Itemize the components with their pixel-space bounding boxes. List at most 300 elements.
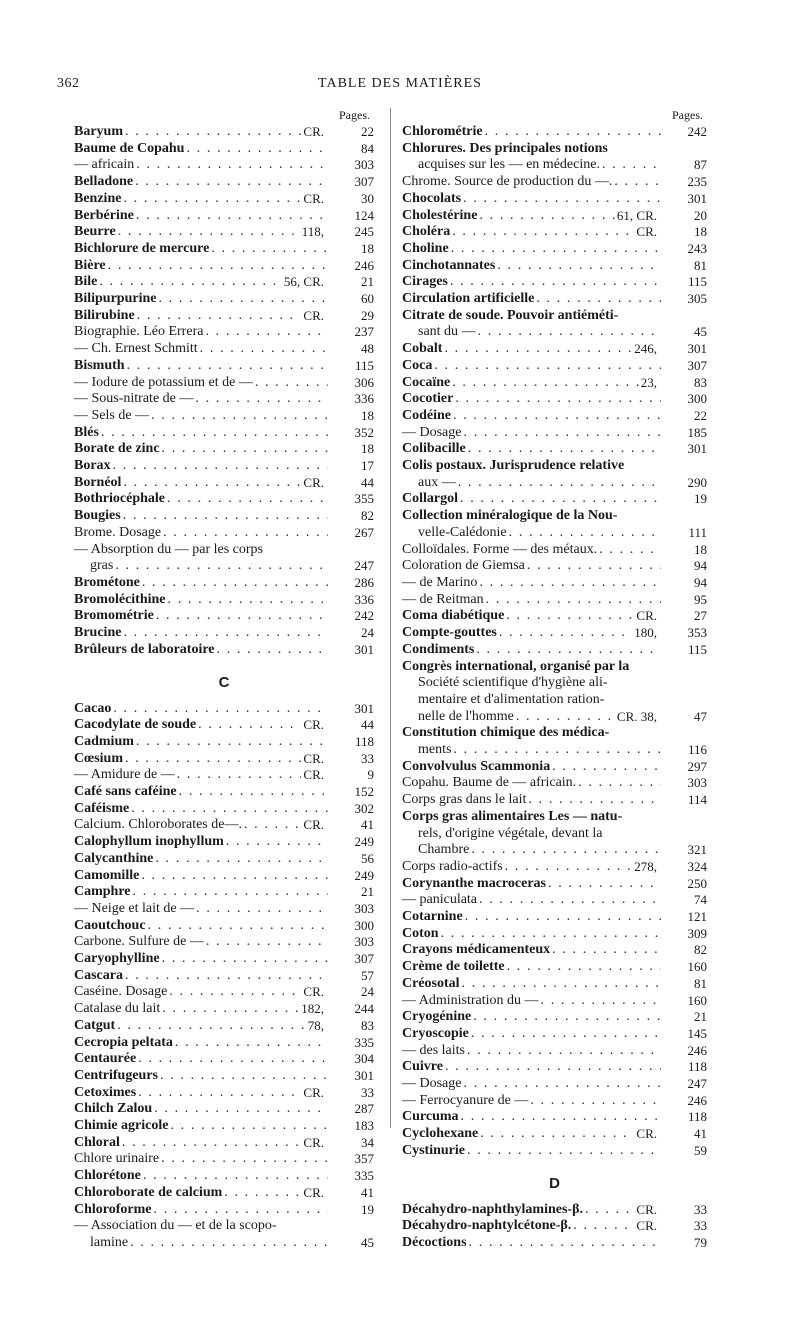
leader-dots [123, 625, 328, 642]
entry-page: 250 [687, 875, 707, 891]
index-entry [74, 951, 374, 968]
entry-page: 152 [354, 784, 374, 800]
leader-dots [167, 491, 328, 508]
entry-term: Cyclohexane [402, 1126, 479, 1142]
leader-dots [123, 475, 301, 492]
entry-page: 304 [354, 1051, 374, 1067]
entry-line-last [74, 558, 374, 575]
index-entry [74, 1068, 374, 1085]
entry-term: Chimie agricole [74, 1118, 169, 1134]
entry-term: Caféisme [74, 800, 130, 816]
entry-term: Chilch Zalou [74, 1101, 153, 1117]
entry-term: — Neige et lait de — [74, 900, 195, 916]
leader-dots [162, 951, 328, 968]
entry-term: Carbone. Sulfure de — [74, 934, 204, 950]
entry-term: Beurre [74, 224, 116, 240]
entry-term: lamine [90, 1235, 129, 1250]
entry-line: rels, d'origine végétale, devant la [418, 825, 603, 841]
entry-term: — Dosage [402, 1076, 462, 1092]
leader-dots [497, 258, 661, 275]
entry-page: 47 [694, 708, 707, 724]
leader-dots [452, 375, 639, 392]
index-entry [74, 208, 374, 225]
entry-page: 74 [694, 892, 707, 908]
entry-term: — de Marino [402, 574, 478, 590]
leader-dots [464, 1076, 662, 1093]
entry-page: 335 [354, 1034, 374, 1050]
entry-page: 301 [354, 700, 374, 716]
index-entry-multiline [74, 542, 374, 575]
entry-page: 81 [694, 257, 707, 273]
index-entry [74, 408, 374, 425]
entry-term: Collargol [402, 491, 458, 507]
index-entry [74, 901, 374, 918]
entry-page: 18 [694, 224, 707, 240]
entry-term: Brûleurs de laboratoire [74, 641, 215, 657]
entry-page: 303 [354, 157, 374, 173]
leader-dots [115, 558, 328, 575]
section-letter-c: C [218, 673, 230, 691]
entry-page: 297 [687, 758, 707, 774]
entry-page: 357 [354, 1151, 374, 1167]
leader-dots [463, 191, 661, 208]
entry-term: Décahydro-naphtylcétone-β. [402, 1218, 572, 1234]
entry-term: Calcium. Chloroborates de—. [74, 817, 242, 833]
entry-tag: 23, [640, 374, 657, 390]
entry-page: 121 [687, 909, 707, 925]
entry-line-last [402, 842, 707, 859]
leader-dots [224, 1185, 301, 1202]
leader-dots [578, 775, 661, 792]
entry-term: Centaurée [74, 1051, 137, 1067]
entry-term: — Amidure de — [74, 767, 175, 783]
index-entry [74, 191, 374, 208]
entry-term: — Sels de — [74, 407, 150, 423]
entry-term: ments [418, 742, 452, 758]
entry-tag: CR. [303, 1084, 324, 1100]
entry-line-last [74, 1235, 374, 1252]
entry-page: 81 [694, 975, 707, 991]
entry-page: 305 [687, 291, 707, 307]
entry-line-last [402, 157, 707, 174]
index-entry [74, 425, 374, 442]
entry-term: Bromolécithine [74, 591, 166, 607]
leader-dots [507, 959, 661, 976]
entry-term: Catgut [74, 1017, 116, 1033]
leader-dots [123, 508, 328, 525]
entry-term: Cocotier [402, 391, 454, 407]
index-entry [402, 224, 707, 241]
index-entry [74, 801, 374, 818]
entry-page: 115 [687, 641, 707, 657]
entry-term: Cholestérine [402, 207, 478, 223]
index-entry [402, 191, 707, 208]
entry-page: 41 [361, 1184, 374, 1200]
entry-page: 307 [354, 951, 374, 967]
index-entry [402, 441, 707, 458]
entry-term: Bilirubine [74, 307, 135, 323]
index-entry [74, 934, 374, 951]
entry-line: Corps gras alimentaires Les — natu- [402, 808, 623, 824]
leader-dots [467, 1043, 661, 1060]
entry-line: Collection minéralogique de la Nou- [402, 508, 618, 524]
index-entry [402, 1009, 707, 1026]
entry-term: Chlorométrie [402, 124, 483, 139]
index-entry [402, 792, 707, 809]
entry-page: 22 [694, 407, 707, 423]
entry-tag: CR. [303, 124, 324, 139]
entry-page: 321 [687, 842, 707, 858]
entry-page: 287 [354, 1101, 374, 1117]
index-entry [402, 491, 707, 508]
index-entry [74, 391, 374, 408]
index-entry [402, 258, 707, 275]
leader-dots [473, 1009, 661, 1026]
entry-tag: 278, [634, 858, 657, 874]
entry-page: 41 [361, 817, 374, 833]
leader-dots [441, 926, 661, 943]
entry-tag: CR. [636, 224, 657, 240]
entry-term: Baryum [74, 124, 123, 139]
entry-term: Condiments [402, 641, 475, 657]
entry-page: 249 [354, 867, 374, 883]
index-entry [74, 525, 374, 542]
index-entry [74, 157, 374, 174]
index-entry [402, 942, 707, 959]
entry-page: 45 [361, 1235, 374, 1250]
entry-page: 30 [361, 190, 374, 206]
leader-dots [170, 1118, 328, 1135]
entry-term: — paniculata [402, 892, 478, 908]
index-entry [402, 1143, 707, 1160]
entry-term: Belladone [74, 174, 134, 190]
leader-dots [486, 592, 661, 609]
leader-dots [462, 976, 661, 993]
entry-term: Colloïdales. Forme — des métaux. [402, 541, 598, 557]
entry-term: Bothriocéphale [74, 491, 165, 507]
entry-term: velle-Calédonie [418, 524, 507, 540]
entry-page: 307 [687, 357, 707, 373]
index-entry [74, 341, 374, 358]
entry-term: gras [90, 558, 114, 574]
entry-term: Bière [74, 257, 106, 273]
entry-term: Bromométrie [74, 608, 154, 624]
entry-term: Borax [74, 458, 111, 474]
entry-term: Baume de Copahu [74, 140, 185, 156]
entry-page: 246 [687, 1042, 707, 1058]
index-entry [402, 1218, 707, 1235]
leader-dots [452, 224, 634, 241]
entry-tag: CR. [303, 984, 324, 1000]
entry-term: Chocolats [402, 190, 462, 206]
entry-page: 301 [354, 641, 374, 657]
entry-tag: 182, [301, 1001, 324, 1017]
entry-tag: 246, [634, 341, 657, 357]
entry-page: 353 [687, 625, 707, 641]
entry-tag: CR. [303, 750, 324, 766]
entry-page: 94 [694, 574, 707, 590]
leader-dots [138, 1051, 328, 1068]
entry-page: 244 [354, 1001, 374, 1017]
leader-dots [133, 884, 328, 901]
entry-page: 247 [687, 1076, 707, 1092]
leader-dots [155, 851, 328, 868]
index-entry-multiline [402, 458, 707, 491]
leader-dots [101, 425, 328, 442]
entry-page: 145 [687, 1025, 707, 1041]
entry-term: Corps radio-actifs [402, 858, 503, 874]
entry-term: Borate de zinc [74, 441, 160, 457]
index-entry [402, 642, 707, 659]
entry-page: 301 [687, 441, 707, 457]
leader-dots [479, 892, 661, 909]
entry-page: 94 [694, 558, 707, 574]
entry-page: 44 [361, 474, 374, 490]
entry-page: 95 [694, 591, 707, 607]
entry-page: 247 [354, 558, 374, 574]
entry-tag: CR. [303, 817, 324, 833]
entry-line: Chlorures. Des principales notions [402, 140, 608, 156]
index-entry [74, 851, 374, 868]
leader-dots [480, 1126, 634, 1143]
entry-line: Congrès international, organisé par la [402, 658, 630, 674]
entry-term: Centrifugeurs [74, 1067, 158, 1083]
entry-page: 18 [361, 407, 374, 423]
leader-dots [552, 759, 661, 776]
index-entry [402, 174, 707, 191]
leader-dots [506, 608, 634, 625]
entry-page: 243 [687, 240, 707, 256]
index-entry [74, 1035, 374, 1052]
entry-tag: CR. [303, 767, 324, 783]
index-entry [402, 1093, 707, 1110]
index-entry [402, 558, 707, 575]
entry-term: — africain [74, 157, 135, 173]
index-entry [74, 608, 374, 625]
index-entry [74, 1151, 374, 1168]
entry-term: acquises sur les — en médecine. [418, 157, 600, 173]
entry-page: 301 [687, 341, 707, 357]
leader-dots [469, 1235, 661, 1252]
index-entry [402, 1202, 707, 1219]
entry-term: Cobalt [402, 341, 443, 357]
leader-dots [125, 751, 301, 768]
entry-line: Citrate de soude. Pouvoir antiéméti- [402, 307, 619, 323]
leader-dots [113, 701, 328, 718]
entry-term: — Administration du — [402, 992, 539, 1008]
entry-page: 33 [361, 1084, 374, 1100]
entry-term: Catalase du lait [74, 1001, 161, 1017]
entry-line-last [402, 742, 707, 759]
entry-term: Décahydro-naphthylamines-β. [402, 1201, 583, 1217]
entry-term: — de Reitman [402, 591, 484, 607]
leader-dots [465, 909, 661, 926]
entry-line: mentaire et d'alimentation ration- [418, 691, 605, 707]
entry-term: Corps gras dans le lait [402, 792, 527, 808]
leader-dots [467, 1143, 661, 1160]
entry-term: Coca [402, 357, 433, 373]
leader-dots [471, 842, 661, 859]
entry-page: 84 [361, 140, 374, 156]
index-entry [74, 475, 374, 492]
entry-page: 303 [687, 775, 707, 791]
entry-page: 160 [687, 992, 707, 1008]
entry-page: 87 [694, 157, 707, 173]
leader-dots [599, 542, 661, 559]
leader-dots [226, 834, 328, 851]
index-entry [74, 592, 374, 609]
index-entry-multiline [402, 141, 707, 174]
entry-term: Cirages [402, 274, 448, 290]
leader-dots [455, 391, 661, 408]
leader-dots [548, 876, 661, 893]
leader-dots [198, 717, 301, 734]
entry-term: Chlore urinaire [74, 1151, 160, 1167]
entry-page: 56 [361, 850, 374, 866]
entry-term: Copahu. Baume de — africain. [402, 775, 577, 791]
entry-term: Brométone [74, 574, 140, 590]
leader-dots [476, 642, 661, 659]
index-entry [74, 767, 374, 784]
entry-page: 111 [688, 524, 707, 540]
leader-dots [113, 458, 328, 475]
leader-dots [527, 558, 661, 575]
index-entry [402, 1109, 707, 1126]
entry-page: 335 [354, 1168, 374, 1184]
entry-page: 160 [687, 959, 707, 975]
leader-dots [99, 274, 282, 291]
index-entry [74, 1018, 374, 1035]
entry-term: aux — [418, 474, 456, 490]
entry-page: 118 [354, 733, 374, 749]
entry-page: 246 [687, 1092, 707, 1108]
index-entry [74, 868, 374, 885]
index-entry [74, 308, 374, 325]
entry-term: Codéine [402, 407, 451, 423]
index-entry [74, 1101, 374, 1118]
index-entry-multiline [402, 809, 707, 859]
index-entry [74, 968, 374, 985]
index-entry [74, 375, 374, 392]
entry-term: Café sans caféine [74, 784, 177, 800]
entry-term: — des laits [402, 1042, 465, 1058]
leader-dots [458, 475, 661, 492]
leader-dots [136, 734, 328, 751]
leader-dots [471, 1026, 661, 1043]
index-entry [74, 1051, 374, 1068]
leader-dots [205, 324, 328, 341]
index-entry [402, 1043, 707, 1060]
entry-page: 336 [354, 391, 374, 407]
leader-dots [585, 1202, 634, 1219]
index-entry [402, 241, 707, 258]
entry-tag: CR. 38, [616, 708, 657, 724]
leader-dots [154, 1202, 329, 1219]
right-column [402, 108, 707, 1252]
entry-term: Cuivre [402, 1059, 443, 1075]
index-entry [74, 174, 374, 191]
index-entry [74, 784, 374, 801]
leader-dots [552, 942, 661, 959]
entry-term: Coloration de Giemsa [402, 558, 525, 574]
entry-term: Caryophylline [74, 951, 160, 967]
leader-dots [453, 742, 661, 759]
entry-term: Cœsium [74, 750, 124, 766]
entry-term: Calycanthine [74, 850, 154, 866]
entry-term: Cecropia peltata [74, 1034, 173, 1050]
entry-page: 290 [687, 474, 707, 490]
entry-term: Cryogénine [402, 1009, 472, 1025]
entry-term: — Sous-nitrate de — [74, 391, 194, 407]
leader-dots [186, 141, 328, 158]
index-entry [74, 575, 374, 592]
entry-tag: 118, [301, 224, 324, 240]
entry-term: Calophyllum inophyllum [74, 834, 224, 850]
entry-page: 336 [354, 591, 374, 607]
entry-term: Circulation artificielle [402, 291, 535, 307]
entry-term: Coton [402, 925, 439, 941]
entry-term: Benzine [74, 190, 122, 206]
leader-dots [130, 1235, 328, 1252]
index-entry [402, 775, 707, 792]
entry-page: 18 [361, 441, 374, 457]
index-entry [402, 592, 707, 609]
leader-dots [445, 1059, 661, 1076]
entry-page: 57 [361, 967, 374, 983]
index-entry [402, 425, 707, 442]
leader-dots [444, 341, 632, 358]
entry-term: Chlorétone [74, 1168, 141, 1184]
leader-dots [131, 801, 328, 818]
index-entry-multiline [74, 1218, 374, 1251]
index-entry [74, 918, 374, 935]
entry-term: Convolvulus Scammonia [402, 758, 551, 774]
leader-dots [108, 258, 328, 275]
index-entry [402, 575, 707, 592]
page-number: 362 [57, 76, 80, 91]
entry-page: 79 [694, 1235, 707, 1250]
leader-dots [464, 425, 662, 442]
index-entry [74, 258, 374, 275]
index-entry [74, 717, 374, 734]
entry-page: 300 [354, 917, 374, 933]
index-entry [74, 701, 374, 718]
index-entry [402, 375, 707, 392]
entry-line-last [402, 709, 707, 726]
index-entry [74, 884, 374, 901]
entry-term: Bilipurpurine [74, 291, 157, 307]
index-entry [74, 1085, 374, 1102]
entry-page: 59 [694, 1142, 707, 1158]
entry-page: 355 [354, 491, 374, 507]
leader-dots [135, 174, 328, 191]
index-entry-multiline [402, 308, 707, 341]
index-entry [74, 1168, 374, 1185]
index-entry [402, 625, 707, 642]
entry-tag: 61, CR. [616, 207, 657, 223]
entry-page: 82 [361, 508, 374, 524]
entry-term: Caséine. Dosage [74, 984, 168, 1000]
index-entry [74, 734, 374, 751]
entry-page: 22 [361, 124, 374, 139]
index-entry [402, 1076, 707, 1093]
leader-dots [255, 375, 328, 392]
leader-dots [156, 608, 328, 625]
leader-dots [179, 784, 328, 801]
leader-dots [162, 1001, 299, 1018]
entry-line: Colis postaux. Jurisprudence relative [402, 458, 625, 474]
entry-page: 235 [687, 174, 707, 190]
